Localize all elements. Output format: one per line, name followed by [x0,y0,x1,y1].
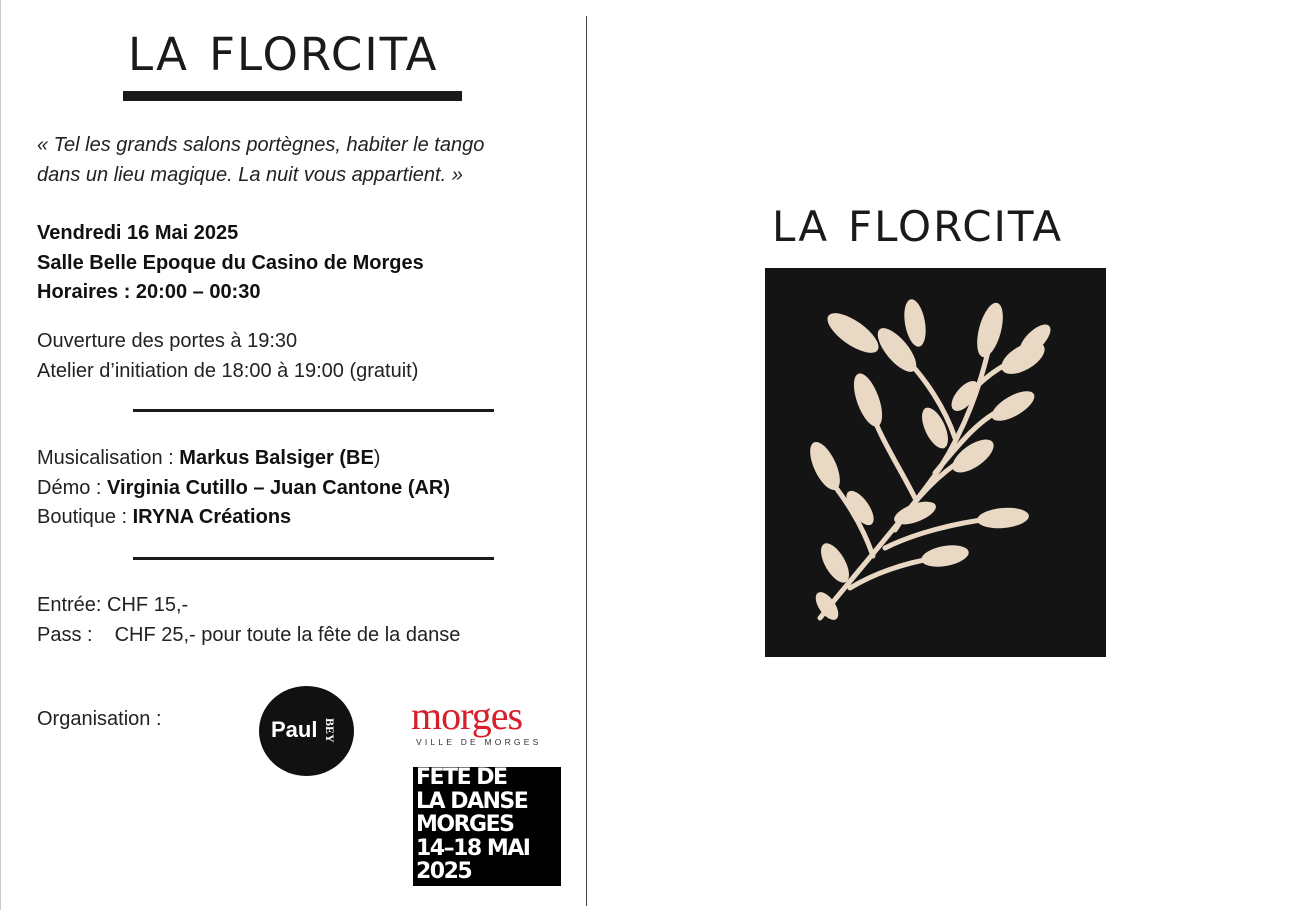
leaf-branch-illustration [765,268,1106,657]
doors-opening: Ouverture des portes à 19:30 [37,330,298,352]
organisation-label: Organisation : [37,708,162,730]
credit-shop: Boutique : IRYNA Créations [37,506,292,528]
cover-title-word-florcita: FLORCITA [848,202,1064,251]
morges-logo [411,693,563,752]
fold-line [586,16,587,906]
cover-title [772,202,1063,251]
prices-block [37,591,460,650]
workshop-info: Atelier d’initiation de 18:00 à 19:00 (gratuit) [37,359,419,382]
quote-block [37,131,484,190]
title-word-la: LA [128,28,189,81]
page-edge [0,0,1,910]
credit-demo: Démo : Virginia Cutillo – Juan Cantone (AR) [37,476,451,499]
title-underline [123,91,462,101]
price-entry: Entrée: CHF 15,- [37,594,189,616]
morges-logo-word: morges [411,693,523,738]
quote-line-1: « Tel les grands salons portègnes, habiter le tango [37,134,485,156]
credit-music: Musicalisation : Markus Balsiger (BE) [37,447,381,469]
leaf-illustration-svg [765,268,1106,657]
quote-line-2: dans un lieu magique. La nuit vous appartient. » [37,163,463,186]
morges-logo-sub: VILLE DE MORGES [416,737,542,747]
event-info [37,219,424,308]
cover-title-word-la: LA [772,202,830,251]
paul-logo-word: Paul [271,717,318,742]
event-schedule [37,327,418,386]
paul-logo-small: BEY [323,718,337,743]
fete-de-la-danse-logo [413,767,561,886]
price-pass: Pass : CHF 25,- pour toute la fête de la danse [37,623,461,646]
event-venue: Salle Belle Epoque du Casino de Morges [37,251,424,274]
fete-logo-text: FÊTE DE LA DANSE MORGES 14–18 MAI 2025 [416,765,530,884]
credits-block [37,444,450,533]
event-hours: Horaires : 20:00 – 00:30 [37,281,261,303]
title-word-florcita: FLORCITA [209,28,439,81]
event-date: Vendredi 16 Mai 2025 [37,222,239,244]
separator-1 [133,409,494,412]
paul-bey-logo [259,686,354,776]
left-title [128,28,438,81]
separator-2 [133,557,494,560]
